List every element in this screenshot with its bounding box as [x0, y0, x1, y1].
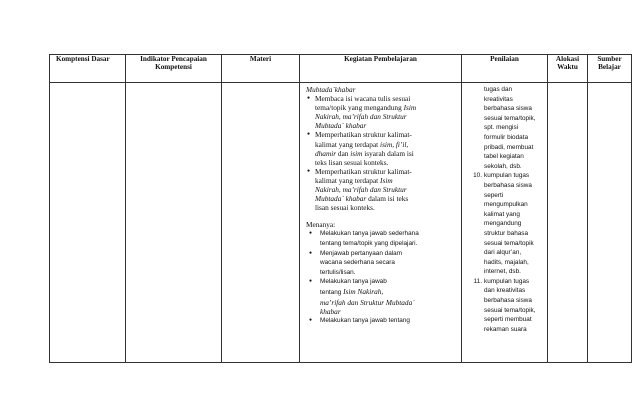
- header-kompetensi-dasar: Komptensi Dasar: [50, 55, 126, 83]
- header-penilaian: Penilaian: [462, 55, 548, 83]
- header-sumber: Sumber Belajar: [588, 55, 632, 83]
- menanya-bullet-2: ● Menjawab pertanyaan dalam wacana sederhana secara tertulis/lisan.: [306, 249, 459, 278]
- header-materi: Materi: [222, 55, 300, 83]
- menanya-label: Menanya:: [306, 220, 336, 230]
- cell-sumber: [588, 83, 632, 363]
- cell-kompetensi-dasar: [50, 83, 126, 363]
- menanya-bullet-1: ● Melakukan tanya jawab sederhana tentang tema/topik yang dipelajari.: [306, 229, 459, 248]
- kegiatan-top-line: Mubtada`khabar: [306, 85, 356, 94]
- header-alokasi: Alokasi Waktu: [548, 55, 588, 83]
- penilaian-continued: tugas dan kreativitas berbahasa siswa sesuai tema/topik, spt. mengisi formulir biodata pribadi, membuat tabel kegiatan sekolah, dsb.: [484, 86, 536, 170]
- body-row: [50, 83, 632, 363]
- menanya-bullet-4: ● Melakukan tanya jawab tentang: [306, 316, 459, 326]
- cell-kegiatan: [300, 83, 462, 363]
- menanya-bullet-3: ● Melakukan tanya jawab tentang Isim Nakirah, ma’rifah dan Struktur Mubtada` khabar: [306, 277, 459, 315]
- kegiatan-bullet-3: ● Memperhatikan struktur kalimat- kalimat yang terdapat Isim Nakirah, ma’rifah dan Struktur Mubtada` khabar dalam isi teks lisan sesuai konteks.: [306, 167, 459, 212]
- penilaian-item-11: 11. kumpulan tugas dan kreativitas berbahasa siswa sesuai tema/topik, seperti membuat rekaman suara: [473, 277, 536, 333]
- penilaian-item-10: 10. kumpulan tugas berbahasa siswa seperti mengumpulkan kalimat yang mengandung struktur bahasa sesuai tema/topik dari alqur’an, hadits, majalah, internet, dsb.: [473, 172, 534, 276]
- lesson-plan-table: [49, 54, 632, 363]
- cell-materi: [222, 83, 300, 363]
- header-kegiatan: Kegiatan Pembelajaran: [300, 55, 462, 83]
- kegiatan-bullet-1: ● Membaca isi wacana tulis sesuai tema/topik yang mengandung Isim Nakirah, ma’rifah dan Struktur Mubtada` khabar: [306, 94, 459, 130]
- header-row: [50, 55, 632, 83]
- cell-alokasi: [548, 83, 588, 363]
- cell-indikator: [126, 83, 222, 363]
- kegiatan-bullet-2: ● Memperhatikan struktur kalimat- kalimat yang terdapat isim, fi’il, dhamir dan isim isyarah dalam isi teks lisan sesuai konteks.: [306, 130, 459, 166]
- cell-penilaian: [462, 83, 548, 363]
- header-indikator: Indikator Pencapaian Kompetensi: [126, 55, 222, 83]
